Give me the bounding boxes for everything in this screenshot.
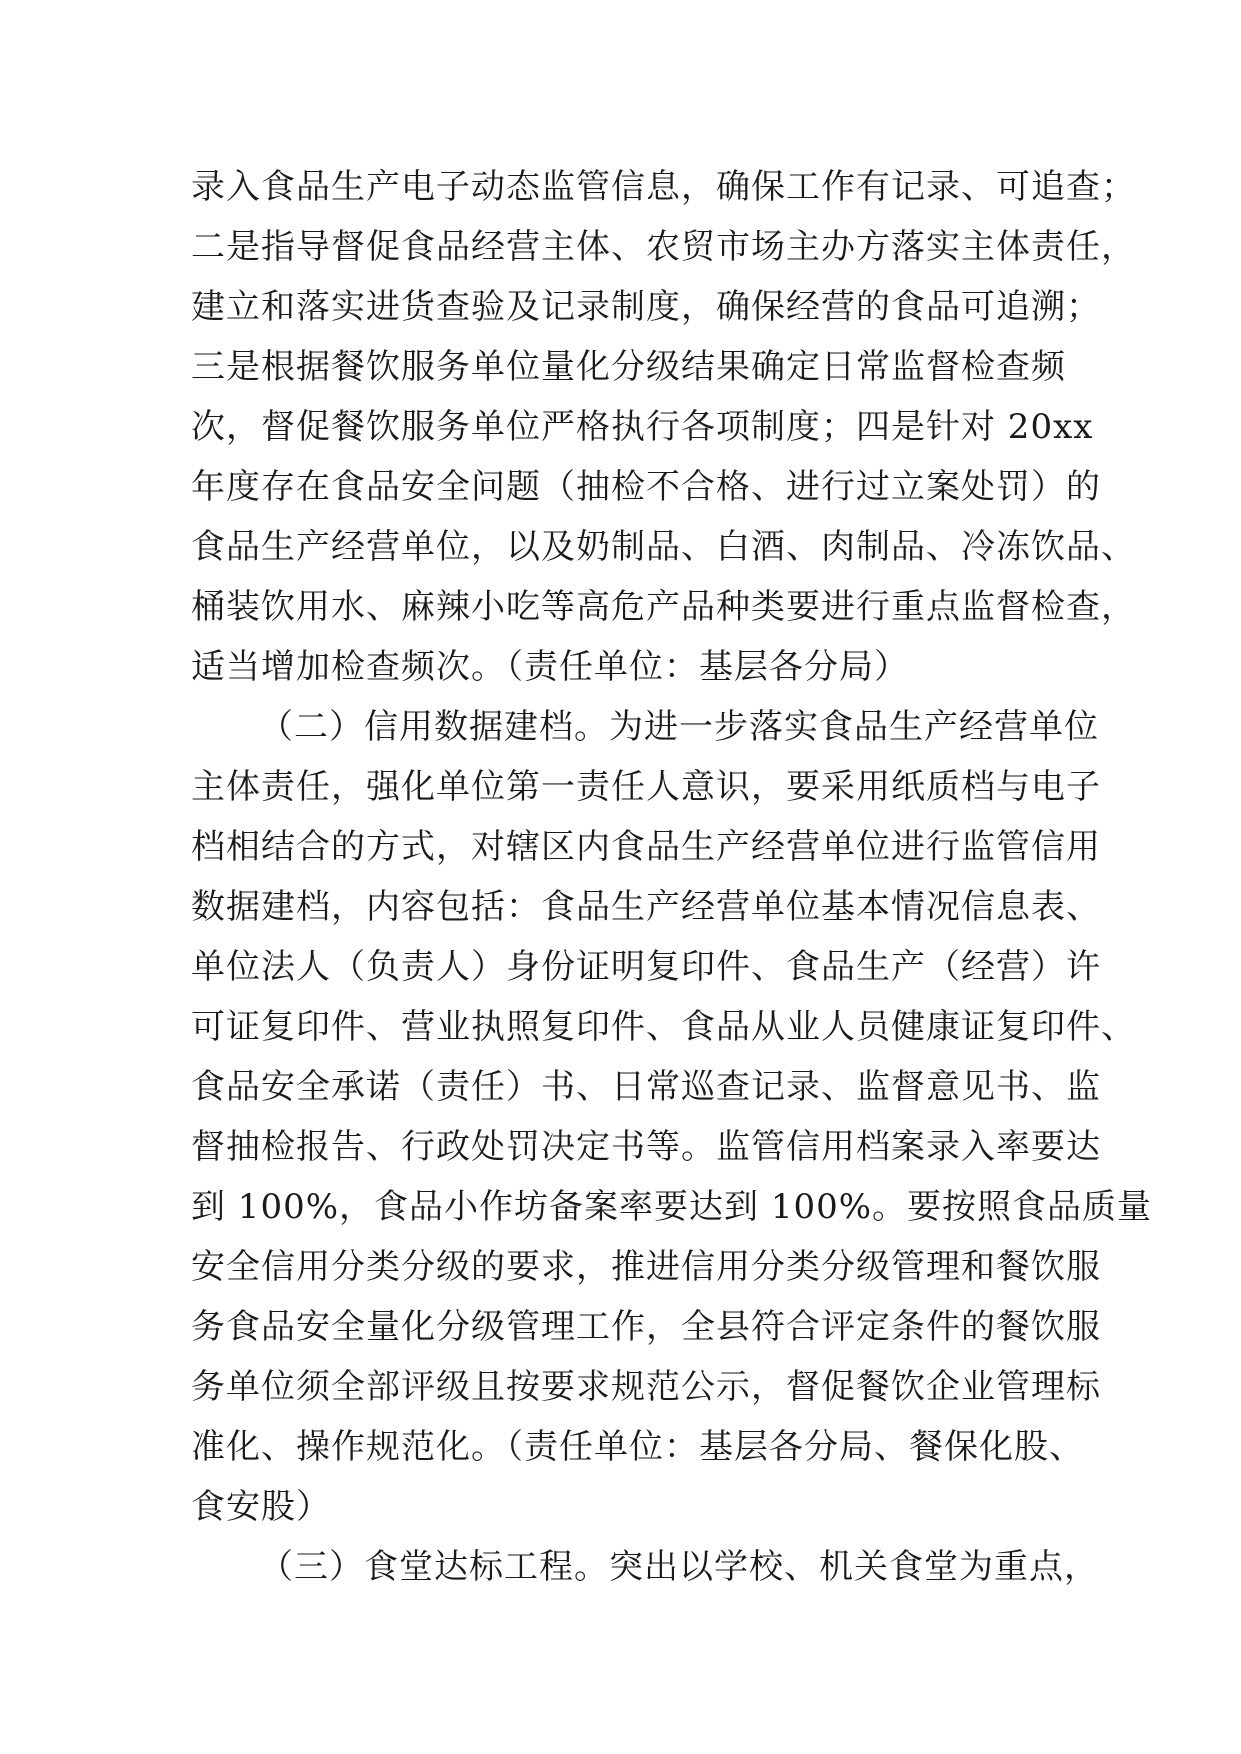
text-line: 食品安全承诺（责任）书、日常巡查记录、监督意见书、监 <box>191 1067 1101 1107</box>
text-line: 务单位须全部评级且按要求规范公示，督促餐饮企业管理标 <box>191 1367 1101 1407</box>
text-line: 数据建档，内容包括：食品生产经营单位基本情况信息表、 <box>191 887 1101 927</box>
text-line: 三是根据餐饮服务单位量化分级结果确定日常监督检查频 <box>191 347 1066 387</box>
text-line: 录入食品生产电子动态监管信息，确保工作有记录、可追查； <box>191 167 1136 207</box>
paragraph-heading-line: （三）食堂达标工程。突出以学校、机关食堂为重点， <box>259 1547 1099 1587</box>
text-line: 安全信用分类分级的要求，推进信用分类分级管理和餐饮服 <box>191 1247 1101 1287</box>
text-line: 到 100%，食品小作坊备案率要达到 100%。要按照食品质量 <box>191 1187 1153 1227</box>
text-line: 主体责任，强化单位第一责任人意识，要采用纸质档与电子 <box>191 767 1101 807</box>
text-line: 二是指导督促食品经营主体、农贸市场主办方落实主体责任， <box>191 227 1136 267</box>
text-line: 督抽检报告、行政处罚决定书等。监管信用档案录入率要达 <box>191 1127 1101 1167</box>
text-line: 适当增加检查频次。（责任单位：基层各分局） <box>191 647 909 687</box>
text-line: 次，督促餐饮服务单位严格执行各项制度；四是针对 20xx <box>191 407 1094 447</box>
text-line: 单位法人（负责人）身份证明复印件、食品生产（经营）许 <box>191 947 1101 987</box>
text-line: 建立和落实进货查验及记录制度，确保经营的食品可追溯； <box>191 287 1101 327</box>
text-line: 桶装饮用水、麻辣小吃等高危产品种类要进行重点监督检查， <box>191 587 1136 627</box>
text-line: 务食品安全量化分级管理工作，全县符合评定条件的餐饮服 <box>191 1307 1101 1347</box>
text-line: 可证复印件、营业执照复印件、食品从业人员健康证复印件、 <box>191 1007 1136 1047</box>
text-line: 食品生产经营单位，以及奶制品、白酒、肉制品、冷冻饮品、 <box>191 527 1136 567</box>
text-line: 年度存在食品安全问题（抽检不合格、进行过立案处罚）的 <box>191 467 1101 507</box>
text-line: 档相结合的方式，对辖区内食品生产经营单位进行监管信用 <box>191 827 1101 867</box>
text-line: 准化、操作规范化。（责任单位：基层各分局、餐保化股、 <box>191 1427 1084 1467</box>
paragraph-heading-line: （二）信用数据建档。为进一步落实食品生产经营单位 <box>259 707 1099 747</box>
text-line: 食安股） <box>191 1487 331 1527</box>
